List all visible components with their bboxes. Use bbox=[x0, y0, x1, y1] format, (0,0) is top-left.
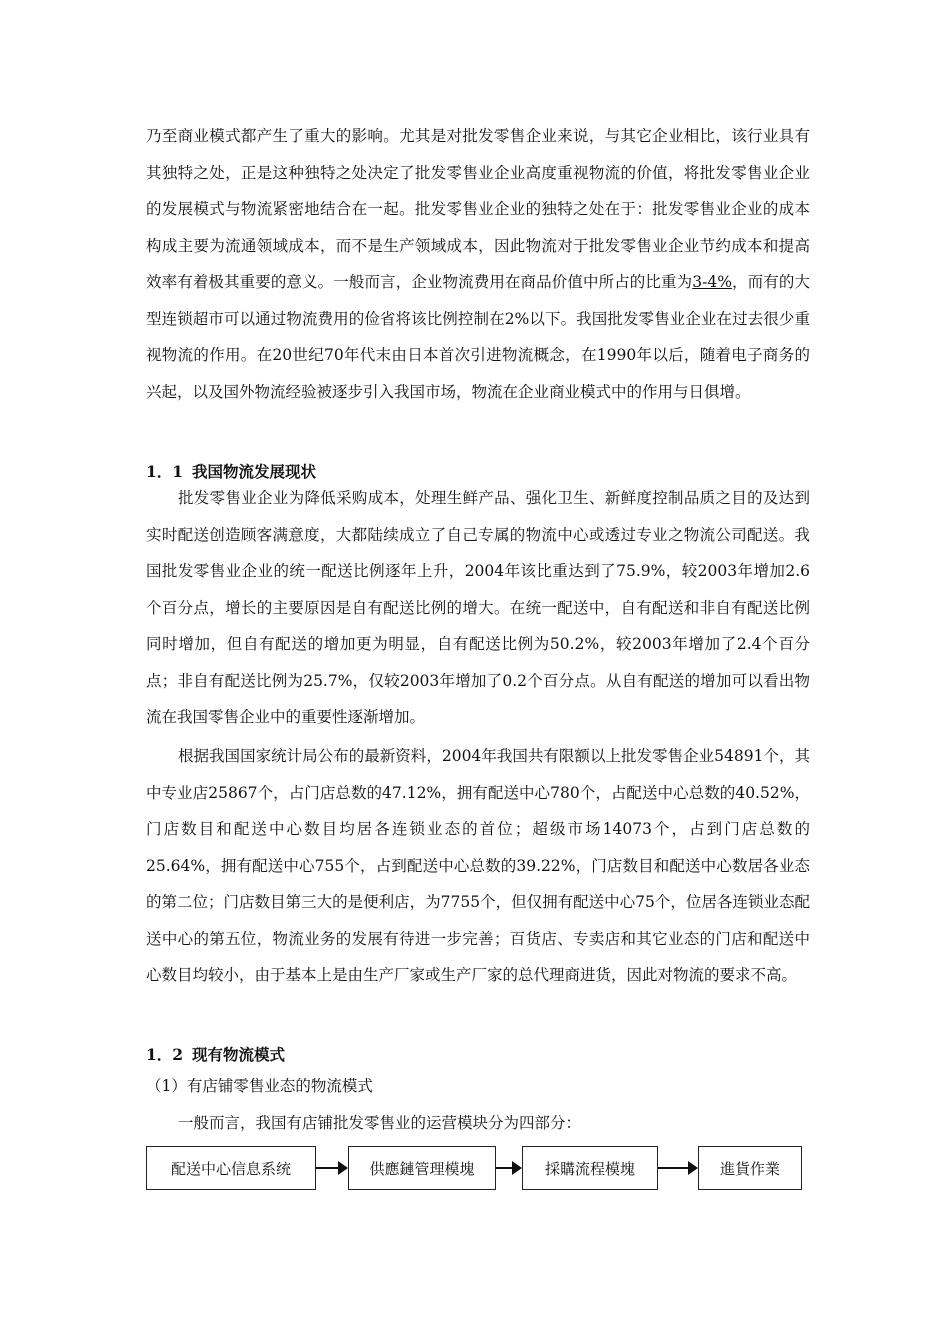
flow-box-3: 採購流程模塊 bbox=[522, 1146, 658, 1190]
flow-box-1: 配送中心信息系统 bbox=[146, 1146, 316, 1190]
flow-arrow-icon bbox=[316, 1167, 346, 1169]
intro-text-b: ，而有的大型连锁超市可以通过物流费用的俭省将该比例控制在2%以下。我国批发零售业企业在过去很少重视物流的作用。在20世纪70年代末由日本首次引进物流概念，在1990年以后，随着电子商务的兴起，以及国外物流经验被逐步引入我国市场，物流在企业商业模式中的作用与日俱增。 bbox=[146, 273, 810, 401]
modules-intro: 一般而言，我国有店铺批发零售业的运营模块分为四部分： bbox=[178, 1114, 582, 1132]
flow-box-2: 供應鏈管理模塊 bbox=[348, 1146, 496, 1190]
section-number: 1．1 bbox=[146, 462, 184, 481]
section-title: 现有物流模式 bbox=[192, 1045, 286, 1064]
section-heading-1-2 bbox=[146, 1043, 285, 1065]
flow-arrow-icon bbox=[658, 1167, 696, 1169]
distribution-text: 批发零售业企业为降低采购成本，处理生鲜产品、强化卫生、新鲜度控制品质之目的及达到实时配送创造顾客满意度，大都陆续成立了自己专属的物流中心或透过专业之物流公司配送。我国批发零售业企业的统一配送比例逐年上升，2004年该比重达到了75.9%，较2003年增加2.6个百分点，增长的主要原因是自有配送比例的增大。在统一配送中，自有配送和非自有配送比例同时增加，但自有配送的增加更为明显，自有配送比例为50.2%，较2003年增加了2.4个百分点；非自有配送比例为25.7%，仅较2003年增加了0.2个百分点。从自有配送的增加可以看出物流在我国零售企业中的重要性逐渐增加。 bbox=[146, 489, 810, 726]
section-number: 1．2 bbox=[146, 1045, 184, 1064]
subsection-label: （1）有店铺零售业态的物流模式 bbox=[146, 1077, 373, 1095]
flow-box-4: 進貨作業 bbox=[698, 1146, 802, 1190]
intro-underlined-ratio: 3-4% bbox=[692, 273, 732, 291]
intro-text-a: 乃至商业模式都产生了重大的影响。尤其是对批发零售企业来说，与其它企业相比，该行业具有其独特之处，正是这种独特之处决定了批发零售业企业高度重视物流的价值，将批发零售业企业的发展模式与物流紧密地结合在一起。批发零售业企业的独特之处在于：批发零售业企业的成本构成主要为流通领域成本，而不是生产领域成本，因此物流对于批发零售业企业节约成本和提高效率有着极其重要的意义。一般而言，企业物流费用在商品价值中所占的比重为 bbox=[146, 127, 810, 291]
section-heading-1-1 bbox=[146, 460, 316, 482]
paragraph-intro bbox=[146, 118, 810, 410]
section-title: 我国物流发展现状 bbox=[192, 462, 317, 481]
paragraph-distribution bbox=[146, 480, 810, 736]
module-flow-diagram bbox=[146, 1146, 810, 1194]
flow-arrow-icon bbox=[496, 1167, 520, 1169]
paragraph-statistics bbox=[146, 738, 810, 994]
statistics-text: 根据我国国家统计局公布的最新资料，2004年我国共有限额以上批发零售企业54891个，其中专业店25867个，占门店总数的47.12%，拥有配送中心780个，占配送中心总数的40.52%，门店数目和配送中心数目均居各连锁业态的首位；超级市场14073个，占到门店总数的25.64%，拥有配送中心755个，占到配送中心总数的39.22%，门店数目和配送中心数居各业态的第二位；门店数目第三大的是便利店，为7755个，但仅拥有配送中心75个，位居各连锁业态配送中心的第五位，物流业务的发展有待进一步完善；百货店、专卖店和其它业态的门店和配送中心数目均较小，由于基本上是由生产厂家或生产厂家的总代理商进货，因此对物流的要求不高。 bbox=[146, 747, 810, 984]
